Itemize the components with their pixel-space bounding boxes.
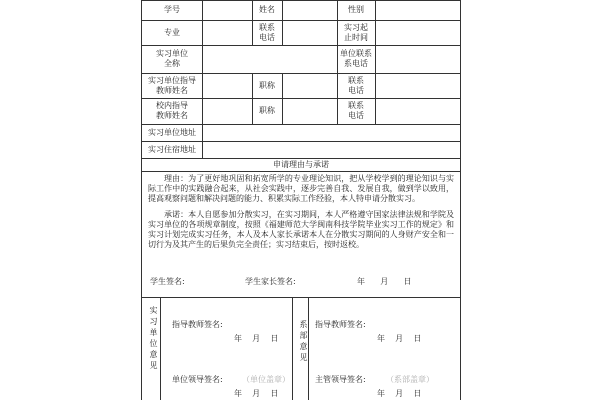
gender-label: 性别 [348,5,364,14]
unit-leader-date: 年 月 日 [234,389,279,398]
dept-supervisor-date: 年 月 日 [377,334,422,343]
residence-address-label: 实习住宿地址 [148,144,196,154]
col-divider [375,0,376,124]
unit-full-name-label: 实习单位 全称 [156,49,188,68]
application-date: 年 月 日 [357,277,412,286]
dept-stamp-placeholder: （系部盖章） [386,375,434,384]
title-label: 职称 [259,106,275,115]
unit-stamp-placeholder: （单位盖章） [242,375,290,384]
contact-phone-label: 联系 电话 [348,75,364,95]
unit-supervisor-signature-label: 指导教师签名: [172,320,223,329]
dept-opinion-label: 系部意见 [299,320,308,364]
student-signature-label: 学生签名: [150,277,185,286]
col-divider [160,297,161,400]
name-label: 姓名 [259,5,275,14]
parent-signature-label: 学生家长签名: [245,277,296,286]
internship-application-form [141,0,461,400]
col-divider [282,0,283,45]
dept-leader-date: 年 月 日 [377,389,422,398]
row-divider [142,171,460,172]
col-divider [202,0,203,158]
unit-contact-phone-label: 单位联系 系电话 [340,49,372,68]
major-label: 专业 [164,27,180,37]
dept-leader-signature-label: 主管领导签名: [315,375,366,384]
school-supervisor-name-label: 校内指导 教师姓名 [156,101,188,120]
unit-opinion-label: 实习单位意见 [149,306,158,372]
col-divider [282,73,283,124]
contact-phone-label: 联系 电话 [259,22,275,42]
dept-supervisor-signature-label: 指导教师签名: [315,320,366,329]
row-divider [142,297,460,298]
unit-supervisor-date: 年 月 日 [234,334,279,343]
col-divider [308,297,309,400]
unit-supervisor-name-label: 实习单位指导 教师姓名 [148,75,196,95]
unit-address-label: 实习单位地址 [148,127,196,137]
commitment-paragraph: 承诺：本人自愿参加分散实习，在实习期间，本人严格遵守国家法律法规和学院及实习单位的各项规章制度，按照《福建师范大学闽南科技学院毕业实习工作的规定》和实习计划完成实习任务，本人及本人家长承诺本人在分散实习期间的人身财产安全和一切行为及其产生的后果负完全责任；实习结束后，按时返校。 [148,210,454,249]
application-header: 申请理由与承诺 [273,159,329,169]
contact-phone-label: 联系 电话 [348,101,364,120]
unit-leader-signature-label: 单位领导签名: [172,375,223,384]
reason-paragraph: 理由：为了更好地巩固和拓宽所学的专业理论知识，把从学校学到的理论知识与实际工作中的实践融合起来，从社会实践中，逐步完善自我、发展自我，做到学以致用，提高观察问题和解决问题的能力、积累实际工作经验，本人特申请分散实习。 [148,174,454,203]
title-label: 职称 [259,80,275,90]
col-divider [292,297,293,400]
start-end-time-label: 实习起 止时间 [344,22,368,42]
student-id-label: 学号 [164,5,180,14]
